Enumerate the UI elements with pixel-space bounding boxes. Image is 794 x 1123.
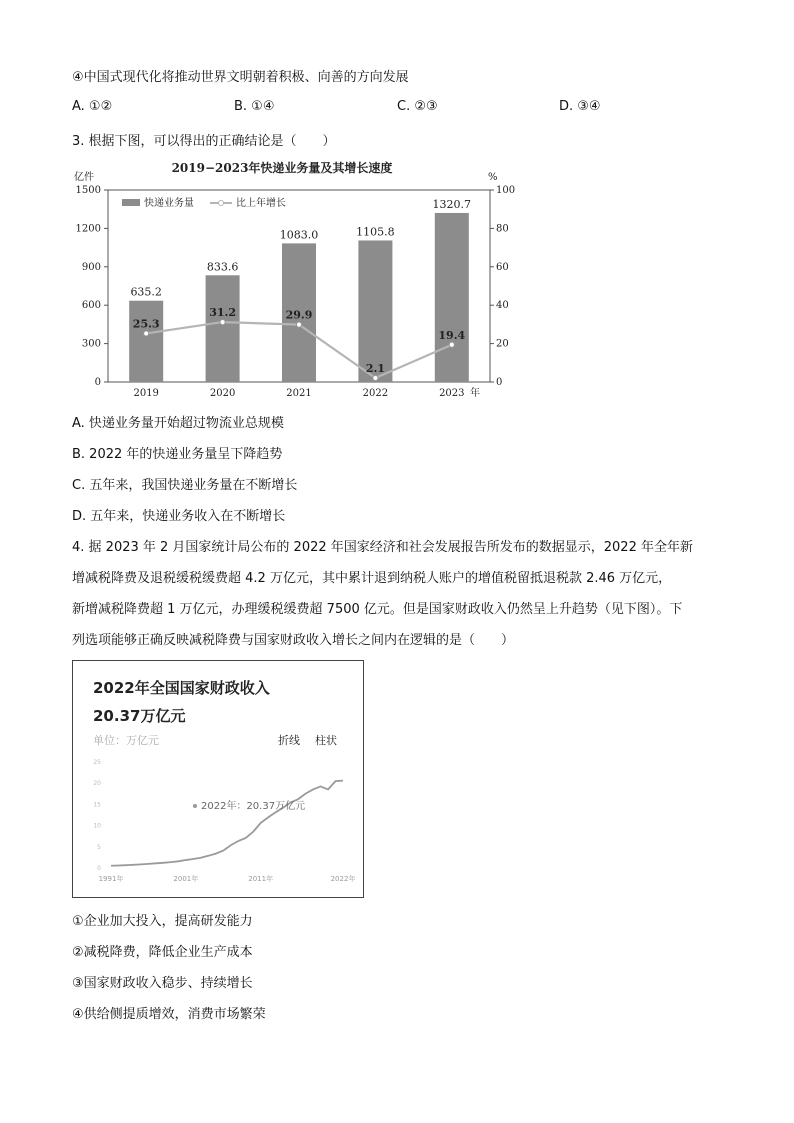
- x-tick-label: 2020: [209, 388, 236, 399]
- y-tick-label: 25: [93, 759, 101, 766]
- bar-value-label: 833.6: [206, 260, 239, 274]
- express-volume-chart: [72, 158, 516, 402]
- fiscal-revenue-chart-card: [72, 660, 364, 898]
- growth-point-2019: [144, 331, 149, 336]
- left-tick-label: 600: [81, 300, 101, 312]
- left-tick-label: 0: [94, 377, 101, 388]
- bar-2020: [206, 275, 240, 382]
- q4-item-1: ①企业加大投入，提高研发能力: [72, 914, 253, 929]
- q4-stem-line-1: 4. 据 2023 年 2 月国家统计局公布的 2022 年国家经济和社会发展报告所发布的数据显示，2022 年全年新: [72, 540, 693, 555]
- bar-value-label: 1105.8: [356, 225, 395, 239]
- q4-item-2: ②减税降费，降低企业生产成本: [72, 945, 253, 960]
- y-tick-label: 5: [97, 843, 101, 851]
- q3-stem: 3. 根据下图，可以得出的正确结论是（ ）: [72, 134, 336, 149]
- growth-value-label: 2.1: [365, 361, 385, 375]
- growth-value-label: 19.4: [438, 328, 466, 342]
- prev-question-item4: ④中国式现代化将推动世界文明朝着积极、向善的方向发展: [72, 70, 409, 85]
- left-tick-label: 300: [81, 338, 101, 350]
- x-tick-label: 2011年: [248, 875, 274, 883]
- x-tick-label: 2021: [286, 388, 312, 399]
- y-tick-label: 20: [93, 780, 101, 788]
- right-tick-label: 20: [496, 338, 509, 350]
- q3-option-c[interactable]: C. 五年来，我国快递业务量在不断增长: [72, 478, 298, 493]
- fiscal-revenue-chart: [73, 661, 363, 897]
- y-tick-label: 10: [93, 822, 101, 830]
- bar-value-label: 635.2: [130, 285, 162, 299]
- bar-2023: [435, 213, 469, 382]
- right-tick-label: 60: [496, 261, 509, 273]
- q4-stem-line-2: 增减税降费及退税缓税缓费超 4.2 万亿元，其中累计退到纳税人账户的增值税留抵退税款 2.46 万亿元，: [72, 571, 672, 586]
- legend-bar-label: 快递业务量: [144, 198, 194, 209]
- q4-stem-line-4: 列选项能够正确反映减税降费与国家财政收入增长之间内在逻辑的是（ ）: [72, 633, 515, 648]
- right-tick-label: 100: [496, 185, 516, 196]
- right-tick-label: 40: [496, 300, 509, 312]
- q4-stem-line-3: 新增减税降费超 1 万亿元，办理缓税缓费超 7500 亿元。但是国家财政收入仍然呈上升趋势（见下图）。下: [72, 602, 683, 617]
- x-tick-label: 2022年: [330, 875, 356, 883]
- left-tick-label: 1500: [75, 185, 101, 196]
- q3-option-b[interactable]: B. 2022 年的快递业务量呈下降趋势: [72, 447, 283, 462]
- growth-point-2022: [373, 375, 378, 380]
- bar-2019: [129, 301, 163, 382]
- x-axis-unit: 年: [470, 388, 480, 399]
- right-axis-unit: %: [488, 172, 498, 183]
- q3-option-d[interactable]: D. 五年来，快递业务收入在不断增长: [72, 509, 286, 524]
- revenue-line: [111, 781, 343, 866]
- prev-option-c[interactable]: C. ②③: [397, 99, 438, 114]
- left-tick-label: 1200: [75, 223, 101, 235]
- chart-title: 2019−2023年快递业务量及其增长速度: [171, 161, 393, 175]
- left-axis-unit: 亿件: [74, 172, 94, 183]
- x-tick-label: 2001年: [173, 875, 199, 883]
- legend-line-marker: [219, 201, 224, 206]
- toggle-line: 折线: [278, 734, 300, 747]
- prev-option-d[interactable]: D. ③④: [559, 99, 601, 114]
- card-title: 2022年全国国家财政收入: [93, 679, 270, 697]
- card-subtitle: 20.37万亿元: [93, 707, 186, 725]
- prev-option-a[interactable]: A. ①②: [72, 99, 113, 114]
- bar-2022: [358, 240, 392, 382]
- x-tick-label: 1991年: [98, 875, 124, 883]
- annotation-label: 2022年：20.37万亿元: [201, 801, 306, 812]
- q3-option-a[interactable]: A. 快递业务量开始超过物流业总规模: [72, 416, 284, 431]
- x-tick-label: 2022: [362, 388, 389, 399]
- legend-line-label: 比上年增长: [236, 198, 286, 209]
- prev-option-b[interactable]: B. ①④: [234, 99, 275, 114]
- growth-point-2020: [220, 319, 225, 324]
- annotation-dot: [193, 804, 197, 808]
- card-unit: 单位：万亿元: [93, 734, 159, 747]
- x-tick-label: 2023: [439, 388, 465, 399]
- bar-value-label: 1083.0: [279, 228, 319, 242]
- growth-point-2021: [296, 322, 301, 327]
- legend-bar-swatch: [122, 199, 140, 206]
- growth-value-label: 25.3: [132, 317, 160, 331]
- right-tick-label: 80: [496, 223, 509, 235]
- y-tick-label: 15: [93, 801, 101, 809]
- growth-point-2023: [449, 342, 454, 347]
- q4-item-3: ③国家财政收入稳步、持续增长: [72, 976, 253, 991]
- bar-value-label: 1320.7: [432, 197, 472, 211]
- growth-value-label: 29.9: [285, 308, 313, 322]
- left-tick-label: 900: [81, 261, 101, 273]
- toggle-bar: 柱状: [315, 734, 337, 747]
- right-tick-label: 0: [496, 377, 503, 388]
- growth-value-label: 31.2: [209, 306, 236, 320]
- q4-item-4: ④供给侧提质增效，消费市场繁荣: [72, 1007, 266, 1022]
- x-tick-label: 2019: [133, 388, 159, 399]
- y-tick-label: 0: [97, 865, 101, 872]
